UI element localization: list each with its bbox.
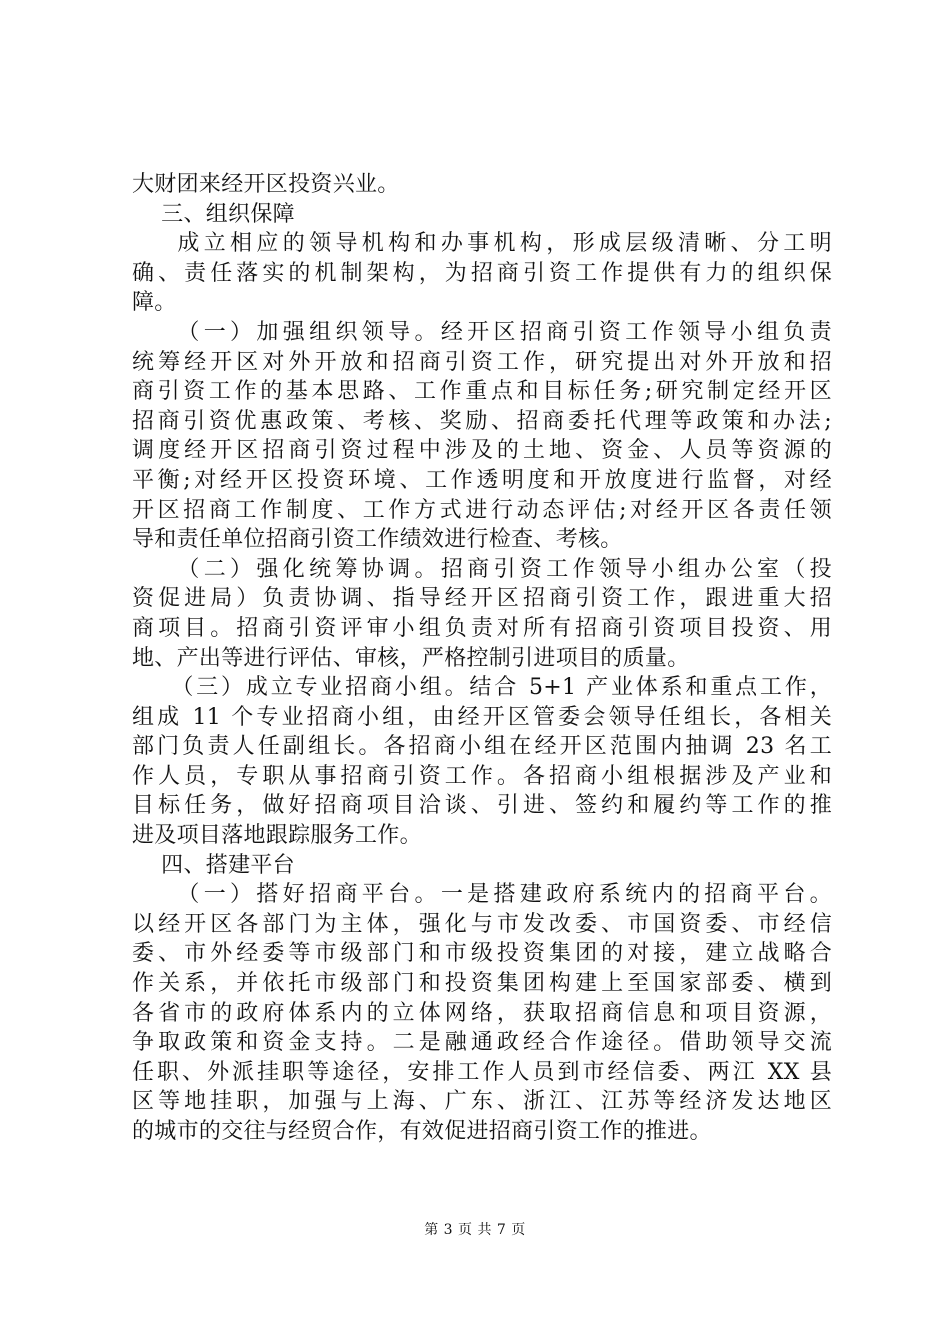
text-line: 障。 bbox=[132, 290, 177, 316]
text-line: 招商引资优惠政策、考核、奖励、招商委托代理等政策和办法; bbox=[132, 408, 832, 434]
text-line: 商引资工作的基本思路、工作重点和目标任务;研究制定经开区 bbox=[132, 379, 832, 405]
text-line: （二）强化统筹协调。招商引资工作领导小组办公室（投 bbox=[132, 556, 832, 582]
text-line: 部门负责人任副组长。各招商小组在经开区范围内抽调 23 名工 bbox=[132, 734, 832, 760]
page-footer: 第 3 页 共 7 页 bbox=[424, 1222, 526, 1238]
text-line: 大财团来经开区投资兴业。 bbox=[132, 172, 400, 197]
text-line: 地、产出等进行评估、审核，严格控制引进项目的质量。 bbox=[132, 645, 690, 671]
text-line: 各省市的政府体系内的立体网络，获取招商信息和项目资源， bbox=[132, 1000, 832, 1026]
text-line: 成立相应的领导机构和办事机构，形成层级清晰、分工明 bbox=[132, 231, 832, 257]
text-line: 开区招商工作制度、工作方式进行动态评估;对经开区各责任领 bbox=[132, 497, 832, 523]
text-line: 三、组织保障 bbox=[132, 201, 295, 227]
text-line: 的城市的交往与经贸合作，有效促进招商引资工作的推进。 bbox=[132, 1119, 712, 1144]
text-line: 以经开区各部门为主体，强化与市发改委、市国资委、市经信 bbox=[132, 911, 832, 937]
text-line: 统筹经开区对外开放和招商引资工作，研究提出对外开放和招 bbox=[132, 349, 832, 375]
text-line: 四、搭建平台 bbox=[132, 852, 295, 878]
text-line: 委、市外经委等市级部门和市级投资集团的对接，建立战略合 bbox=[132, 941, 832, 967]
text-line: 任职、外派挂职等途径，安排工作人员到市经信委、两江 XX 县 bbox=[132, 1059, 832, 1085]
text-line: 组成 11 个专业招商小组，由经开区管委会领导任组长，各相关 bbox=[132, 704, 832, 730]
text-line: 导和责任单位招商引资工作绩效进行检查、考核。 bbox=[132, 527, 623, 553]
text-line: 平衡;对经开区投资环境、工作透明度和开放度进行监督，对经 bbox=[132, 467, 832, 493]
text-line: （一）搭好招商平台。一是搭建政府系统内的招商平台。 bbox=[132, 882, 832, 908]
text-line: 调度经开区招商引资过程中涉及的土地、资金、人员等资源的 bbox=[132, 438, 832, 464]
text-line: 资促进局）负责协调、指导经开区招商引资工作，跟进重大招 bbox=[132, 586, 832, 612]
text-line: （一）加强组织领导。经开区招商引资工作领导小组负责 bbox=[132, 319, 832, 345]
text-line: 目标任务，做好招商项目洽谈、引进、签约和履约等工作的推 bbox=[132, 793, 832, 819]
text-line: 确、责任落实的机制架构，为招商引资工作提供有力的组织保 bbox=[132, 260, 832, 286]
text-line: 作关系，并依托市级部门和投资集团构建上至国家部委、横到 bbox=[132, 971, 832, 997]
text-line: 争取政策和资金支持。二是融通政经合作途径。借助领导交流 bbox=[132, 1030, 832, 1056]
document-body bbox=[132, 170, 832, 1147]
text-line: 商项目。招商引资评审小组负责对所有招商引资项目投资、用 bbox=[132, 615, 832, 641]
text-line: 区等地挂职，加强与上海、广东、浙江、江苏等经济发达地区 bbox=[132, 1089, 832, 1115]
text-line: （三）成立专业招商小组。结合 5+1 产业体系和重点工作， bbox=[132, 675, 832, 701]
text-line: 作人员，专职从事招商引资工作。各招商小组根据涉及产业和 bbox=[132, 763, 832, 789]
text-line: 进及项目落地跟踪服务工作。 bbox=[132, 823, 422, 849]
